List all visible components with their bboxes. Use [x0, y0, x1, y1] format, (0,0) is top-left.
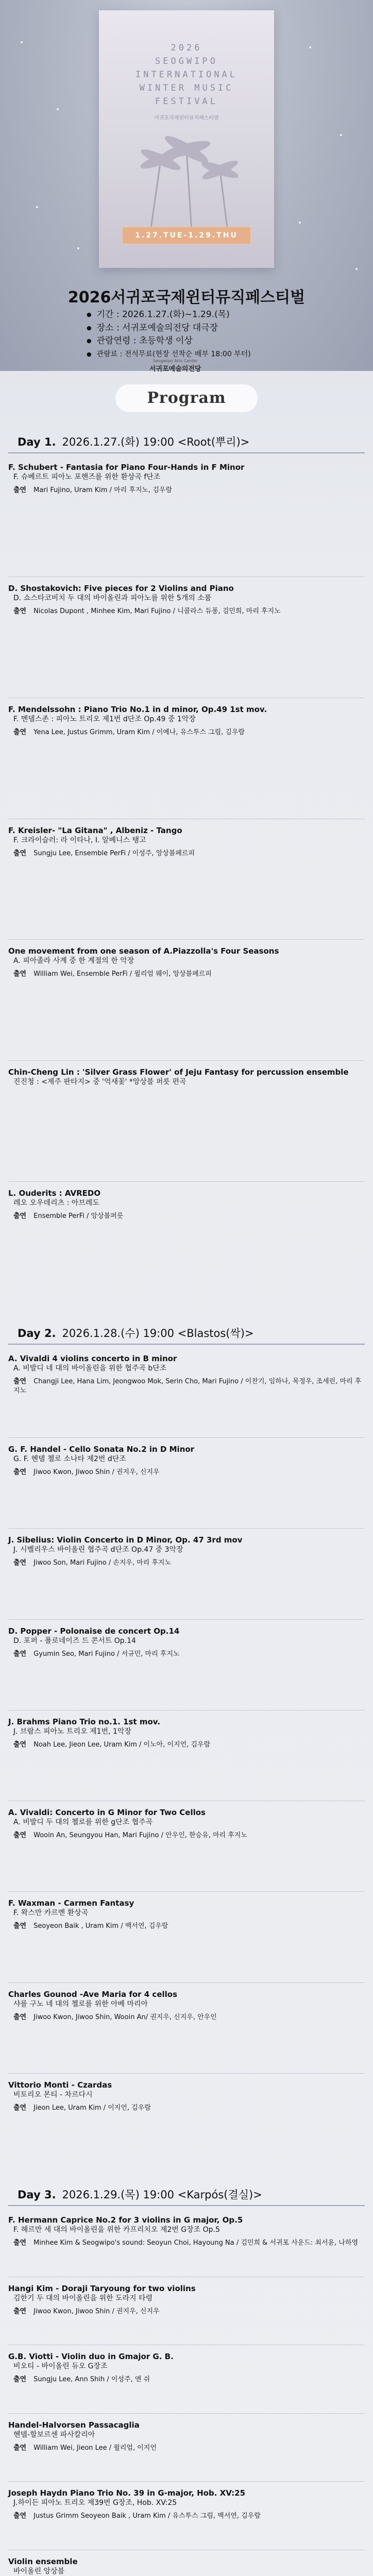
performers-names: William Wei, Jieon Lee / 윌리엄, 이지언: [33, 2444, 157, 2452]
program-item: [8, 826, 365, 858]
item-divider: [8, 1982, 365, 1983]
day-schedule: 2026.1.28.(수) 19:00 <Blastos(싹)>: [62, 1327, 254, 1340]
piece-title: Joseph Haydn Piano Trio No. 39 in G-major, Hob. XV:25: [8, 2488, 246, 2498]
piece-title-korean: 헨델-할보르센 파사칼리아: [13, 2430, 95, 2439]
palm-tree-illustration: [114, 129, 259, 232]
program-item: [8, 2080, 365, 2113]
performers-line: [8, 2444, 365, 2453]
item-divider: [8, 2481, 365, 2482]
piece-title-korean: A. 비발디 두 대의 첼로를 위한 g단조 협주곡: [13, 1818, 153, 1827]
day-divider: [8, 452, 365, 453]
day-heading: [18, 434, 249, 449]
program-item: [8, 1189, 365, 1221]
snow-flake: [299, 222, 301, 224]
performers-names: Gyumin Seo, Mari Fujino / 서규민, 마리 후지노: [33, 1650, 180, 1658]
piece-title: Handel-Halvorsen Passacaglia: [8, 2420, 140, 2430]
poster-date-band: 1.27.TUE-1.29.THU: [122, 227, 251, 244]
piece-title: J. Brahms Piano Trio no.1. 1st mov.: [8, 1717, 161, 1726]
performers-names: Minhee Kim & Seogwipo's sound: Seoyun Choi, Hayoung Na / 김민희 & 서귀포 사운드: 최서윤, 나하영: [33, 2239, 359, 2247]
performers-line: [8, 2104, 365, 2113]
piece-title-korean: A. 피아졸라 사계 중 한 계절의 한 악장: [13, 957, 134, 965]
info-period: ● 기간 : 2026.1.27.(화)~1.29.(목): [87, 308, 324, 321]
item-divider: [8, 1181, 365, 1182]
performers-label: 출연: [13, 2444, 27, 2452]
piece-title: J. Sibelius: Violin Concerto in D Minor, Op. 47 3rd mov: [8, 1535, 243, 1545]
snow-flake: [309, 46, 311, 48]
piece-title-korean: A. 비발디 네 대의 바이올린을 위한 협주곡 b단조: [13, 1364, 167, 1372]
item-divider: [8, 2413, 365, 2414]
performers-label: 출연: [13, 728, 27, 736]
poster-subtitle: 서귀포국제윈터뮤직페스티벌: [154, 115, 219, 121]
day-label: Day 3.: [18, 2189, 56, 2201]
piece-title: Violin ensemble: [8, 2556, 78, 2566]
snow-flake: [36, 206, 38, 208]
program-item: [8, 584, 365, 616]
program-item: [8, 1067, 365, 1087]
performers-line: [8, 1558, 365, 1568]
piece-title-korean: 바이올린 앙상블: [13, 2567, 65, 2575]
performers-line: [8, 2375, 365, 2384]
program-item: [8, 1445, 365, 1477]
piece-title-korean: F. 슈베르트 피아노 포핸즈를 위한 환상곡 f단조: [13, 473, 161, 481]
program-item: [8, 1717, 365, 1750]
program-item: [8, 2557, 365, 2576]
piece-title: Vittorio Monti - Czardas: [8, 2080, 112, 2090]
piece-title: F. Mendelssohn : Piano Trio No.1 in d minor, Op.49 1st mov.: [8, 704, 267, 714]
piece-title: D. Shostakovich: Five pieces for 2 Violins and Piano: [8, 583, 234, 593]
piece-title-korean: 레오 오우데리츠 : 아브레도: [13, 1199, 99, 1208]
program-item: [8, 2215, 365, 2248]
piece-title-korean: 비토리오 몬티 - 차르다시: [13, 2090, 93, 2099]
poster-title: 2026 SEOGWIPO INTERNATIONAL WINTER MUSIC FESTIVAL: [135, 43, 238, 107]
performers-names: Jiwoo Kwon, Jiwoo Shin / 권지우, 신지우: [33, 1468, 160, 1477]
performers-line: [8, 970, 365, 979]
program-item: [8, 1990, 365, 2022]
piece-title-korean: F. 크라이슬러: 라 이타나, I. 알베니스 탱고: [13, 836, 146, 844]
day-heading: [18, 1325, 254, 1341]
piece-title-korean: J.하이든 피아노 트리오 제39번 G장조, Hob. XV:25: [13, 2499, 177, 2507]
performers-label: 출연: [13, 1922, 27, 1930]
hall-logo-name: 서귀포예술의전당: [149, 365, 201, 373]
performers-label: 출연: [13, 2104, 27, 2112]
snow-flake: [21, 41, 23, 43]
snow-flake: [57, 108, 59, 110]
festival-title: 2026서귀포국제윈터뮤직페스티벌: [67, 289, 306, 307]
item-divider: [8, 1437, 365, 1438]
piece-title: D. Popper - Polonaise de concert Op.14: [8, 1626, 180, 1636]
performers-label: 출연: [13, 486, 27, 494]
piece-title-korean: 진진청 : <제주 판타지> 중 '억새꽃' *앙상블 퍼릇 편곡: [13, 1078, 186, 1087]
performers-line: [8, 1377, 365, 1396]
info-age: ● 관람연령 : 초등학생 이상: [87, 334, 324, 348]
piece-title: A. Vivaldi: Concerto in G Minor for Two Cellos: [8, 1808, 206, 1818]
item-divider: [8, 939, 365, 940]
performers-names: Sungju Lee, Ann Shih / 이성주, 앤 쉬: [33, 2376, 150, 2383]
performers-line: [8, 1740, 365, 1750]
performers-label: 출연: [13, 1378, 27, 1385]
piece-title: G. F. Handel - Cello Sonata No.2 in D Minor: [8, 1445, 195, 1454]
snow-flake: [340, 134, 342, 136]
performers-label: 출연: [13, 2307, 27, 2315]
performers-line: [8, 486, 365, 495]
performers-line: [8, 1922, 365, 1931]
performers-label: 출연: [13, 1468, 27, 1477]
program-item: [8, 463, 365, 495]
program-item: [8, 1808, 365, 1840]
performers-names: William Wei, Ensemble PerFi / 윌리엄 웨이, 앙상블페르피: [33, 970, 212, 978]
piece-title-korean: 샤를 구노 네 대의 첼로를 위한 아베 마리아: [13, 1999, 148, 2008]
performers-line: [8, 607, 365, 616]
hall-logo: [149, 359, 201, 373]
performers-label: 출연: [13, 2512, 27, 2520]
performers-label: 출연: [13, 1740, 27, 1749]
program-heading: Program: [147, 389, 226, 407]
program-item: [8, 1535, 365, 1568]
item-divider: [8, 1891, 365, 1892]
performers-names: Justus Grimm Seoyeon Baik , Uram Kim / 유스투스 그림, 백서연, 김우람: [33, 2512, 261, 2520]
performers-label: 출연: [13, 1650, 27, 1658]
info-venue: ● 장소 : 서귀포예술의전당 대극장: [87, 321, 324, 335]
snow-flake: [355, 268, 358, 270]
program-item: [8, 2284, 365, 2316]
piece-title-korean: F. 멘델스존 : 피아노 트리오 제1번 d단조 Op.49 중 1악장: [13, 715, 196, 723]
program-item: [8, 2488, 365, 2521]
performers-names: Seoyeon Baik , Uram Kim / 백서연, 김우람: [33, 1922, 168, 1930]
piece-title: Hangi Kim - Doraji Taryoung for two violins: [8, 2283, 196, 2293]
performers-label: 출연: [13, 1212, 27, 1221]
piece-title-korean: D. 쇼스타코비치 두 대의 바이올린과 피아노를 위한 5개의 소품: [13, 594, 212, 602]
performers-line: [8, 1650, 365, 1659]
piece-title: F. Schubert - Fantasia for Piano Four-Hands in F Minor: [8, 463, 245, 472]
festival-info-list: [87, 308, 324, 361]
performers-names: Nicolas Dupont , Minhee Kim, Mari Fujino / 니콜라스 듀퐁, 김민희, 마리 후지노: [33, 607, 281, 615]
program-item: [8, 1626, 365, 1659]
day-heading: [18, 2187, 262, 2202]
piece-title-korean: F. 헤르만 세 대의 바이올린을 위한 카프리치오 제2번 G장조 Op.5: [13, 2226, 220, 2234]
performers-line: [8, 728, 365, 737]
item-divider: [8, 1060, 365, 1061]
day-label: Day 2.: [18, 1327, 56, 1340]
piece-title: L. Ouderits : AVREDO: [8, 1189, 101, 1198]
info-fee: ● 관람료 : 전석무료(현장 선착순 배부 18:00 부터): [87, 348, 324, 361]
performers-label: 출연: [13, 607, 27, 615]
performers-label: 출연: [13, 2239, 27, 2247]
performers-label: 출연: [13, 2376, 27, 2383]
performers-names: Jiwoo Son, Mari Fujino / 손지우, 마리 후지노: [33, 1559, 172, 1567]
performers-names: Jiwoo Kwon, Jiwoo Shin / 권지우, 신지우: [33, 2307, 160, 2315]
program-item: [8, 705, 365, 737]
piece-title: G.B. Viotti - Violin duo in Gmajor G. B.: [8, 2352, 174, 2361]
item-divider: [8, 1619, 365, 1620]
piece-title: F. Waxman - Carmen Fantasy: [8, 1899, 134, 1908]
program-item: [8, 1899, 365, 1931]
performers-names: Noah Lee, Jieon Lee, Uram Kim / 이노아, 이지언, 김우람: [33, 1740, 211, 1749]
hero-section: [0, 0, 373, 371]
performers-label: 출연: [13, 970, 27, 978]
piece-title-korean: J. 시벨리우스 바이올린 협주곡 d단조 Op.47 중 3악장: [13, 1546, 183, 1554]
program-item: [8, 1354, 365, 1396]
festival-poster: [99, 10, 274, 268]
piece-title: A. Vivaldi 4 violins concerto in B minor: [8, 1354, 177, 1363]
performers-line: [8, 2512, 365, 2521]
performers-names: Mari Fujino, Uram Kim / 마리 후지노, 김우람: [33, 486, 173, 494]
performers-line: [8, 1212, 365, 1221]
performers-label: 출연: [13, 2013, 27, 2021]
item-divider: [8, 2073, 365, 2074]
performers-line: [8, 1831, 365, 1840]
performers-names: Jieon Lee, Uram Kim / 이지언, 김우람: [33, 2104, 151, 2112]
performers-line: [8, 2013, 365, 2022]
performers-names: Sungju Lee, Ensemble PerFi / 이성주, 앙상블페르피: [33, 849, 195, 857]
day-divider: [8, 2205, 365, 2206]
performers-names: Jiwoo Kwon, Jiwoo Shin, Wooin An/ 권지우, 신지우, 안우인: [33, 2013, 217, 2021]
performers-line: [8, 1468, 365, 1477]
piece-title: One movement from one season of A.Piazzolla's Four Seasons: [8, 946, 279, 956]
performers-label: 출연: [13, 849, 27, 857]
piece-title: F. Kreisler- "La Gitana" , Albeniz - Tango: [8, 825, 182, 835]
snow-flake: [77, 247, 79, 249]
performers-names: Wooin An, Seungyou Han, Mari Fujino / 안우인, 한승유, 마리 후지노: [33, 1832, 247, 1840]
piece-title-korean: F. 왁스만 카르멘 환상곡: [13, 1909, 89, 1918]
day-label: Day 1.: [18, 436, 56, 448]
performers-label: 출연: [13, 1559, 27, 1567]
piece-title-korean: 비오티 - 바이올린 듀오 G장조: [13, 2362, 108, 2370]
piece-title-korean: G. F. 헨델 첼로 소나타 제2번 d단조: [13, 1455, 126, 1464]
performers-line: [8, 2307, 365, 2316]
day-divider: [8, 1344, 365, 1345]
performers-line: [8, 2239, 365, 2248]
program-item: [8, 2420, 365, 2453]
hall-logo-small: Seogwipo Arts Center: [152, 359, 198, 363]
item-divider: [8, 1528, 365, 1529]
piece-title-korean: J. 브람스 피아노 트리오 제1번, 1악장: [13, 1727, 131, 1736]
piece-title: Chin-Cheng Lin : 'Silver Grass Flower' of Jeju Fantasy for percussion ensemble: [8, 1067, 349, 1077]
piece-title: Charles Gounod -Ave Maria for 4 cellos: [8, 1989, 178, 1999]
performers-label: 출연: [13, 1832, 27, 1840]
piece-title-korean: 김한기 두 대의 바이올린을 위한 도라지 타령: [13, 2294, 153, 2302]
performers-names: Changji Lee, Hana Lim, Jeongwoo Mok, Serin Cho, Mari Fujino / 이찬기, 임하나, 목정우, 조세린, 마리 후지노: [13, 1378, 362, 1395]
program-banner: [0, 380, 373, 416]
piece-title-korean: D. 포퍼 - 폴로네이즈 드 콘서트 Op.14: [13, 1636, 136, 1645]
performers-names: Ensemble PerFi / 앙상블퍼릇: [33, 1212, 124, 1221]
program-item: [8, 2352, 365, 2384]
performers-names: Yena Lee, Justus Grimm, Uram Kim / 이예나, 유스투스 그림, 김우람: [33, 728, 245, 736]
day-schedule: 2026.1.27.(화) 19:00 <Root(뿌리)>: [62, 436, 250, 448]
day-schedule: 2026.1.29.(목) 19:00 <Karpós(결실)>: [62, 2189, 262, 2201]
program-item: [8, 946, 365, 979]
performers-line: [8, 849, 365, 858]
piece-title: F. Hermann Caprice No.2 for 3 violins in G major, Op.5: [8, 2215, 243, 2225]
